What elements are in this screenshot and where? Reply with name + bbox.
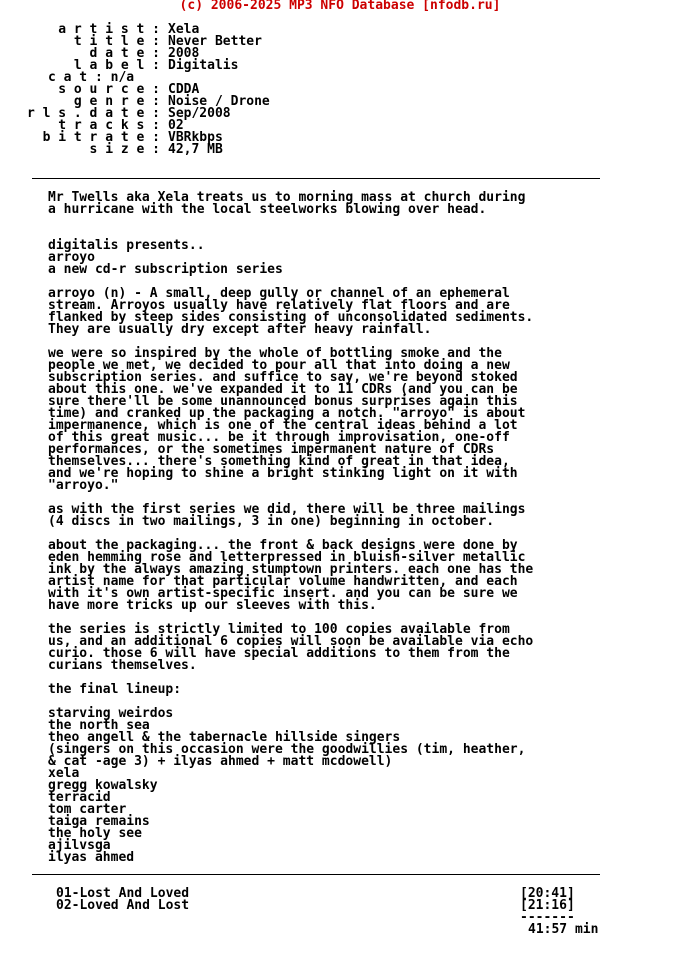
notes-line: gregg kowalsky [48,778,158,793]
notes-line: & cat -age 3) + ilyas ahmed + matt mcdowell) [48,754,393,769]
notes-line: xela [48,766,80,781]
info-key: t i t l e : [73,34,160,49]
notes-line: ajilvsga [48,838,111,853]
notes-line: taiga remains [48,814,150,829]
notes-line: sure there'll be some unannounced bonus surprises again this [48,394,518,409]
notes-line: (4 discs in two mailings, 3 in one) beginning in october. [48,514,495,529]
notes-line: digitalis presents.. [48,238,205,253]
info-value: Digitalis [168,58,239,73]
track-time: [20:41] [520,886,575,901]
notes-line: "arroyo." [48,478,119,493]
notes-line: us, and an additional 6 copies will soon be available via echo [48,634,534,649]
notes-line: a hurricane with the local steelworks blowing over head. [48,202,487,217]
info-value: 2008 [168,46,200,61]
info-value: Never Better [168,34,262,49]
notes-line: flanked by steep sides consisting of unconsolidated sediments. [48,310,534,325]
info-value: VBRkbps [168,130,223,145]
notes-line: arroyo (n) - A small, deep gully or channel of an ephemeral [48,286,510,301]
notes-line: as with the first series we did, there will be three mailings [48,502,526,517]
info-key: t r a c k s : [58,118,160,133]
notes-line: themselves... there's something kind of great in that idea, [48,454,510,469]
notes-line: ilyas ahmed [48,850,135,865]
notes-line: people we met, we decided to pour all that into doing a new [48,358,510,373]
divider-top [32,178,600,179]
notes-line: stream. Arroyos usually have relatively flat floors and are [48,298,510,313]
notes-line: They are usually dry except after heavy rainfall. [48,322,432,337]
info-value: Xela [168,22,200,37]
divider-bottom [32,874,600,875]
notes-line: the holy see [48,826,142,841]
info-key: s o u r c e : [58,82,160,97]
info-key: g e n r e : [73,94,160,109]
notes-line: starving weirdos [48,706,174,721]
notes-line: the final lineup: [48,682,182,697]
notes-line: (singers on this occasion were the goodwillies (tim, heather, [48,742,526,757]
info-value: 42,7 MB [168,142,223,157]
notes-line: subscription series. and suffice to say, we're beyond stoked [48,370,518,385]
notes-line: tom carter [48,802,127,817]
notes-line: about this one. we've expanded it to 11 CDRs (and you can be [48,382,518,397]
info-value: Sep/2008 [168,106,231,121]
notes-line: a new cd-r subscription series [48,262,283,277]
track-name: 01-Lost And Loved [56,886,190,901]
notes-line: arroyo [48,250,95,265]
notes-line: impermanence, which is one of the central ideas behind a lot [48,418,518,433]
notes-line: curians themselves. [48,658,197,673]
notes-line: performances, or the sometimes impermanent nature of CDRs [48,442,495,457]
notes-line: and we're hoping to shine a bright stinking light on it with [48,466,518,481]
notes-line: the north sea [48,718,150,733]
track-time: [21:16] [520,898,575,913]
notes-line: we were so inspired by the whole of bottling smoke and the [48,346,502,361]
track-name: 02-Loved And Lost [56,898,190,913]
info-key: l a b e l : [73,58,160,73]
notes-line: ink by the always amazing stumptown printers. each one has the [48,562,534,577]
copyright-header: (c) 2006-2025 MP3 NFO Database [nfodb.ru] [179,0,501,13]
info-key: s i z e : [89,142,160,157]
info-value: CDDA [168,82,200,97]
notes-line: the series is strictly limited to 100 copies available from [48,622,510,637]
notes-line: artist name for that particular volume handwritten, and each [48,574,518,589]
notes-line: Mr Twells aka Xela treats us to morning mass at church during [48,190,526,205]
info-key: r l s . d a t e : [26,106,160,121]
info-value: 02 [168,118,184,133]
notes-line: with it's own artist-specific insert. and you can be sure we [48,586,518,601]
notes-line: theo angell & the tabernacle hillside singers [48,730,401,745]
info-value: Noise / Drone [168,94,270,109]
notes-line: about the packaging... the front & back designs were done by [48,538,518,553]
total-divider: ------- [520,910,575,925]
notes-line: of this great music... be it through improvisation, one-off [48,430,510,445]
notes-line: have more tricks up our sleeves with this. [48,598,377,613]
notes-line: curio. those 6 will have special additions to them from the [48,646,510,661]
info-key: d a t e : [89,46,160,61]
total-time: 41:57 min [528,922,599,937]
notes-line: terracid [48,790,111,805]
info-key: c a t : n/a [48,70,135,85]
notes-line: eden hemming rose and letterpressed in bluish-silver metallic [48,550,526,565]
notes-line: time) and cranked up the packaging a notch. "arroyo" is about [48,406,526,421]
info-key: a r t i s t : [58,22,160,37]
info-key: b i t r a t e : [42,130,160,145]
